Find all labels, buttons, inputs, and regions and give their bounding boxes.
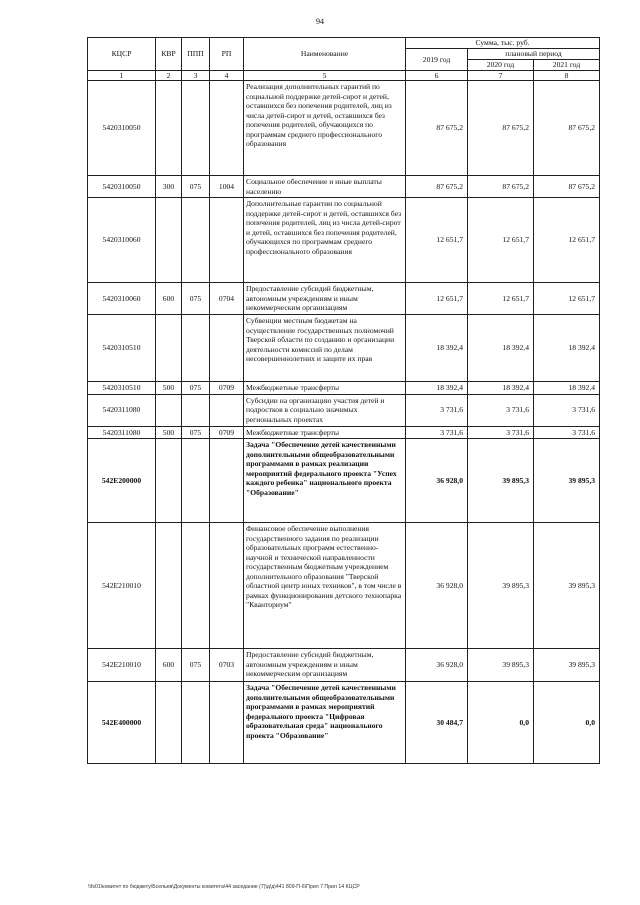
cell-ppp: 075 [182, 382, 210, 395]
cell-2020: 3 731,6 [468, 394, 534, 426]
cell-kcsr: 5420310510 [88, 315, 156, 382]
budget-table-body [88, 81, 600, 764]
table-row [88, 439, 600, 523]
cell-kvr: 600 [156, 283, 182, 315]
cell-2020: 18 392,4 [468, 315, 534, 382]
cell-2019: 3 731,6 [406, 426, 468, 439]
cell-kcsr: 5420310050 [88, 81, 156, 176]
cell-ppp: 075 [182, 176, 210, 198]
header-kvr: КВР [156, 38, 182, 71]
cell-kvr [156, 315, 182, 382]
cell-name: Задача "Обеспечение детей качественными дополнительными общеобразовательными программами в рамках мероприятий федерального проекта "Цифровая образовательная среда" национального проекта "Образование" [244, 682, 406, 764]
header-2021: 2021 год [534, 60, 600, 71]
cell-ppp [182, 81, 210, 176]
cell-rp: 0709 [210, 382, 244, 395]
cell-kvr [156, 523, 182, 649]
cell-rp [210, 523, 244, 649]
cell-ppp [182, 523, 210, 649]
table-row [88, 523, 600, 649]
cell-2020: 87 675,2 [468, 176, 534, 198]
cell-kvr [156, 682, 182, 764]
cell-name: Социальное обеспечение и иные выплаты населению [244, 176, 406, 198]
table-row [88, 682, 600, 764]
header-name: Наименование [244, 38, 406, 71]
cell-rp: 0704 [210, 283, 244, 315]
cell-2021: 87 675,2 [534, 176, 600, 198]
cell-rp [210, 315, 244, 382]
col-number: 2 [156, 70, 182, 81]
table-row [88, 81, 600, 176]
cell-kvr: 500 [156, 382, 182, 395]
cell-name: Дополнительные гарантии по социальной поддержке детей-сирот и детей, оставшихся без попечения родителей, лиц из числа детей-сирот и детей, оставшихся без попечения родителей, обучающихся по программам среднего профессионального образования [244, 198, 406, 283]
cell-2019: 3 731,6 [406, 394, 468, 426]
cell-2021: 18 392,4 [534, 315, 600, 382]
header-2020: 2020 год [468, 60, 534, 71]
cell-ppp [182, 439, 210, 523]
header-planned: плановый период [468, 49, 600, 60]
table-row [88, 426, 600, 439]
cell-2019: 87 675,2 [406, 176, 468, 198]
cell-ppp [182, 394, 210, 426]
cell-kvr [156, 198, 182, 283]
cell-kvr [156, 439, 182, 523]
cell-2021: 39 895,3 [534, 439, 600, 523]
cell-ppp: 075 [182, 426, 210, 439]
cell-2020: 3 731,6 [468, 426, 534, 439]
cell-kcsr: 5420311080 [88, 426, 156, 439]
cell-rp [210, 394, 244, 426]
cell-2021: 3 731,6 [534, 426, 600, 439]
cell-kcsr: 5420310060 [88, 198, 156, 283]
cell-name: Реализация дополнительных гарантий по социальной поддержке детей-сирот и детей, оставшихся без попечения родителей, лиц из числа детей-сирот и детей, оставшихся без попечения родителей, обучающихся по программам среднего профессионального образования [244, 81, 406, 176]
cell-2019: 30 484,7 [406, 682, 468, 764]
cell-2020: 87 675,2 [468, 81, 534, 176]
cell-rp [210, 682, 244, 764]
cell-2019: 87 675,2 [406, 81, 468, 176]
cell-kcsr: 5420311080 [88, 394, 156, 426]
cell-2021: 39 895,3 [534, 523, 600, 649]
cell-2020: 39 895,3 [468, 439, 534, 523]
cell-2019: 36 928,0 [406, 439, 468, 523]
table-row [88, 394, 600, 426]
cell-2019: 12 651,7 [406, 198, 468, 283]
col-number: 8 [534, 70, 600, 81]
cell-rp [210, 81, 244, 176]
col-number: 5 [244, 70, 406, 81]
cell-2021: 0,0 [534, 682, 600, 764]
header-2019: 2019 год [406, 49, 468, 71]
cell-ppp [182, 682, 210, 764]
table-row [88, 382, 600, 395]
table-row [88, 176, 600, 198]
cell-kcsr: 5420310060 [88, 283, 156, 315]
cell-2020: 12 651,7 [468, 283, 534, 315]
cell-name: Предоставление субсидий бюджетным, автономным учреждениям и иным некоммерческим организациям [244, 649, 406, 682]
col-number: 7 [468, 70, 534, 81]
cell-kvr: 300 [156, 176, 182, 198]
cell-kcsr: 542E210010 [88, 649, 156, 682]
cell-2021: 18 392,4 [534, 382, 600, 395]
cell-ppp: 075 [182, 649, 210, 682]
table-row [88, 198, 600, 283]
col-number: 3 [182, 70, 210, 81]
cell-ppp [182, 315, 210, 382]
cell-rp: 0709 [210, 426, 244, 439]
cell-ppp: 075 [182, 283, 210, 315]
cell-2021: 12 651,7 [534, 283, 600, 315]
cell-2019: 36 928,0 [406, 523, 468, 649]
cell-name: Финансовое обеспечение выполнения государственного задания по реализации образовательных программ естественно-научной и технической направленности государственным бюджетным учреждением дополнительного образования "Тверской областной центр юных техников", в том числе в рамках функционирования детского технопарка "Кванториум" [244, 523, 406, 649]
table-row [88, 315, 600, 382]
cell-kvr: 600 [156, 649, 182, 682]
cell-ppp [182, 198, 210, 283]
cell-2021: 12 651,7 [534, 198, 600, 283]
budget-table [87, 37, 600, 764]
table-row [88, 283, 600, 315]
col-number: 6 [406, 70, 468, 81]
page-number: 94 [316, 17, 324, 26]
cell-2019: 18 392,4 [406, 315, 468, 382]
cell-name: Предоставление субсидий бюджетным, автономным учреждениям и иным некоммерческим организациям [244, 283, 406, 315]
cell-2021: 39 895,3 [534, 649, 600, 682]
cell-name: Субвенции местным бюджетам на осуществление государственных полномочий Тверской области по созданию и организации деятельности комиссий по делам несовершеннолетних и защите их прав [244, 315, 406, 382]
cell-kvr: 500 [156, 426, 182, 439]
cell-kcsr: 542E400000 [88, 682, 156, 764]
cell-rp [210, 198, 244, 283]
cell-rp: 0703 [210, 649, 244, 682]
cell-rp [210, 439, 244, 523]
table-row [88, 649, 600, 682]
header-sum: Сумма, тыс. руб. [406, 38, 600, 49]
header-ppp: ППП [182, 38, 210, 71]
cell-2020: 0,0 [468, 682, 534, 764]
cell-rp: 1004 [210, 176, 244, 198]
col-number: 1 [88, 70, 156, 81]
cell-2019: 18 392,4 [406, 382, 468, 395]
cell-2020: 39 895,3 [468, 523, 534, 649]
cell-kcsr: 542E210010 [88, 523, 156, 649]
cell-2019: 36 928,0 [406, 649, 468, 682]
col-number: 4 [210, 70, 244, 81]
column-number-row [88, 70, 600, 81]
header-rp: РП [210, 38, 244, 71]
header-kcsr: КЦСР [88, 38, 156, 71]
cell-kcsr: 5420310510 [88, 382, 156, 395]
cell-kvr [156, 394, 182, 426]
cell-kcsr: 5420310050 [88, 176, 156, 198]
cell-name: Субсидии на организацию участия детей и подростков в социально значимых региональных проектах [244, 394, 406, 426]
cell-2020: 18 392,4 [468, 382, 534, 395]
cell-2019: 12 651,7 [406, 283, 468, 315]
cell-2020: 12 651,7 [468, 198, 534, 283]
cell-name: Межбюджетные трансферты [244, 426, 406, 439]
cell-kcsr: 542E200000 [88, 439, 156, 523]
footer-file-path: \\fs01\комитет по бюджету\Бсельев\Документы комитета\44 заседание (7)\д\д\441 809-П-6\Прил 7 Прил 14 КЦСР [88, 884, 360, 890]
cell-kvr [156, 81, 182, 176]
cell-2020: 39 895,3 [468, 649, 534, 682]
cell-2021: 3 731,6 [534, 394, 600, 426]
cell-name: Межбюджетные трансферты [244, 382, 406, 395]
cell-2021: 87 675,2 [534, 81, 600, 176]
cell-name: Задача "Обеспечение детей качественными дополнительными общеобразовательными программами в рамках реализации мероприятий федерального проекта "Успех каждого ребенка" национального проекта "Образование" [244, 439, 406, 523]
